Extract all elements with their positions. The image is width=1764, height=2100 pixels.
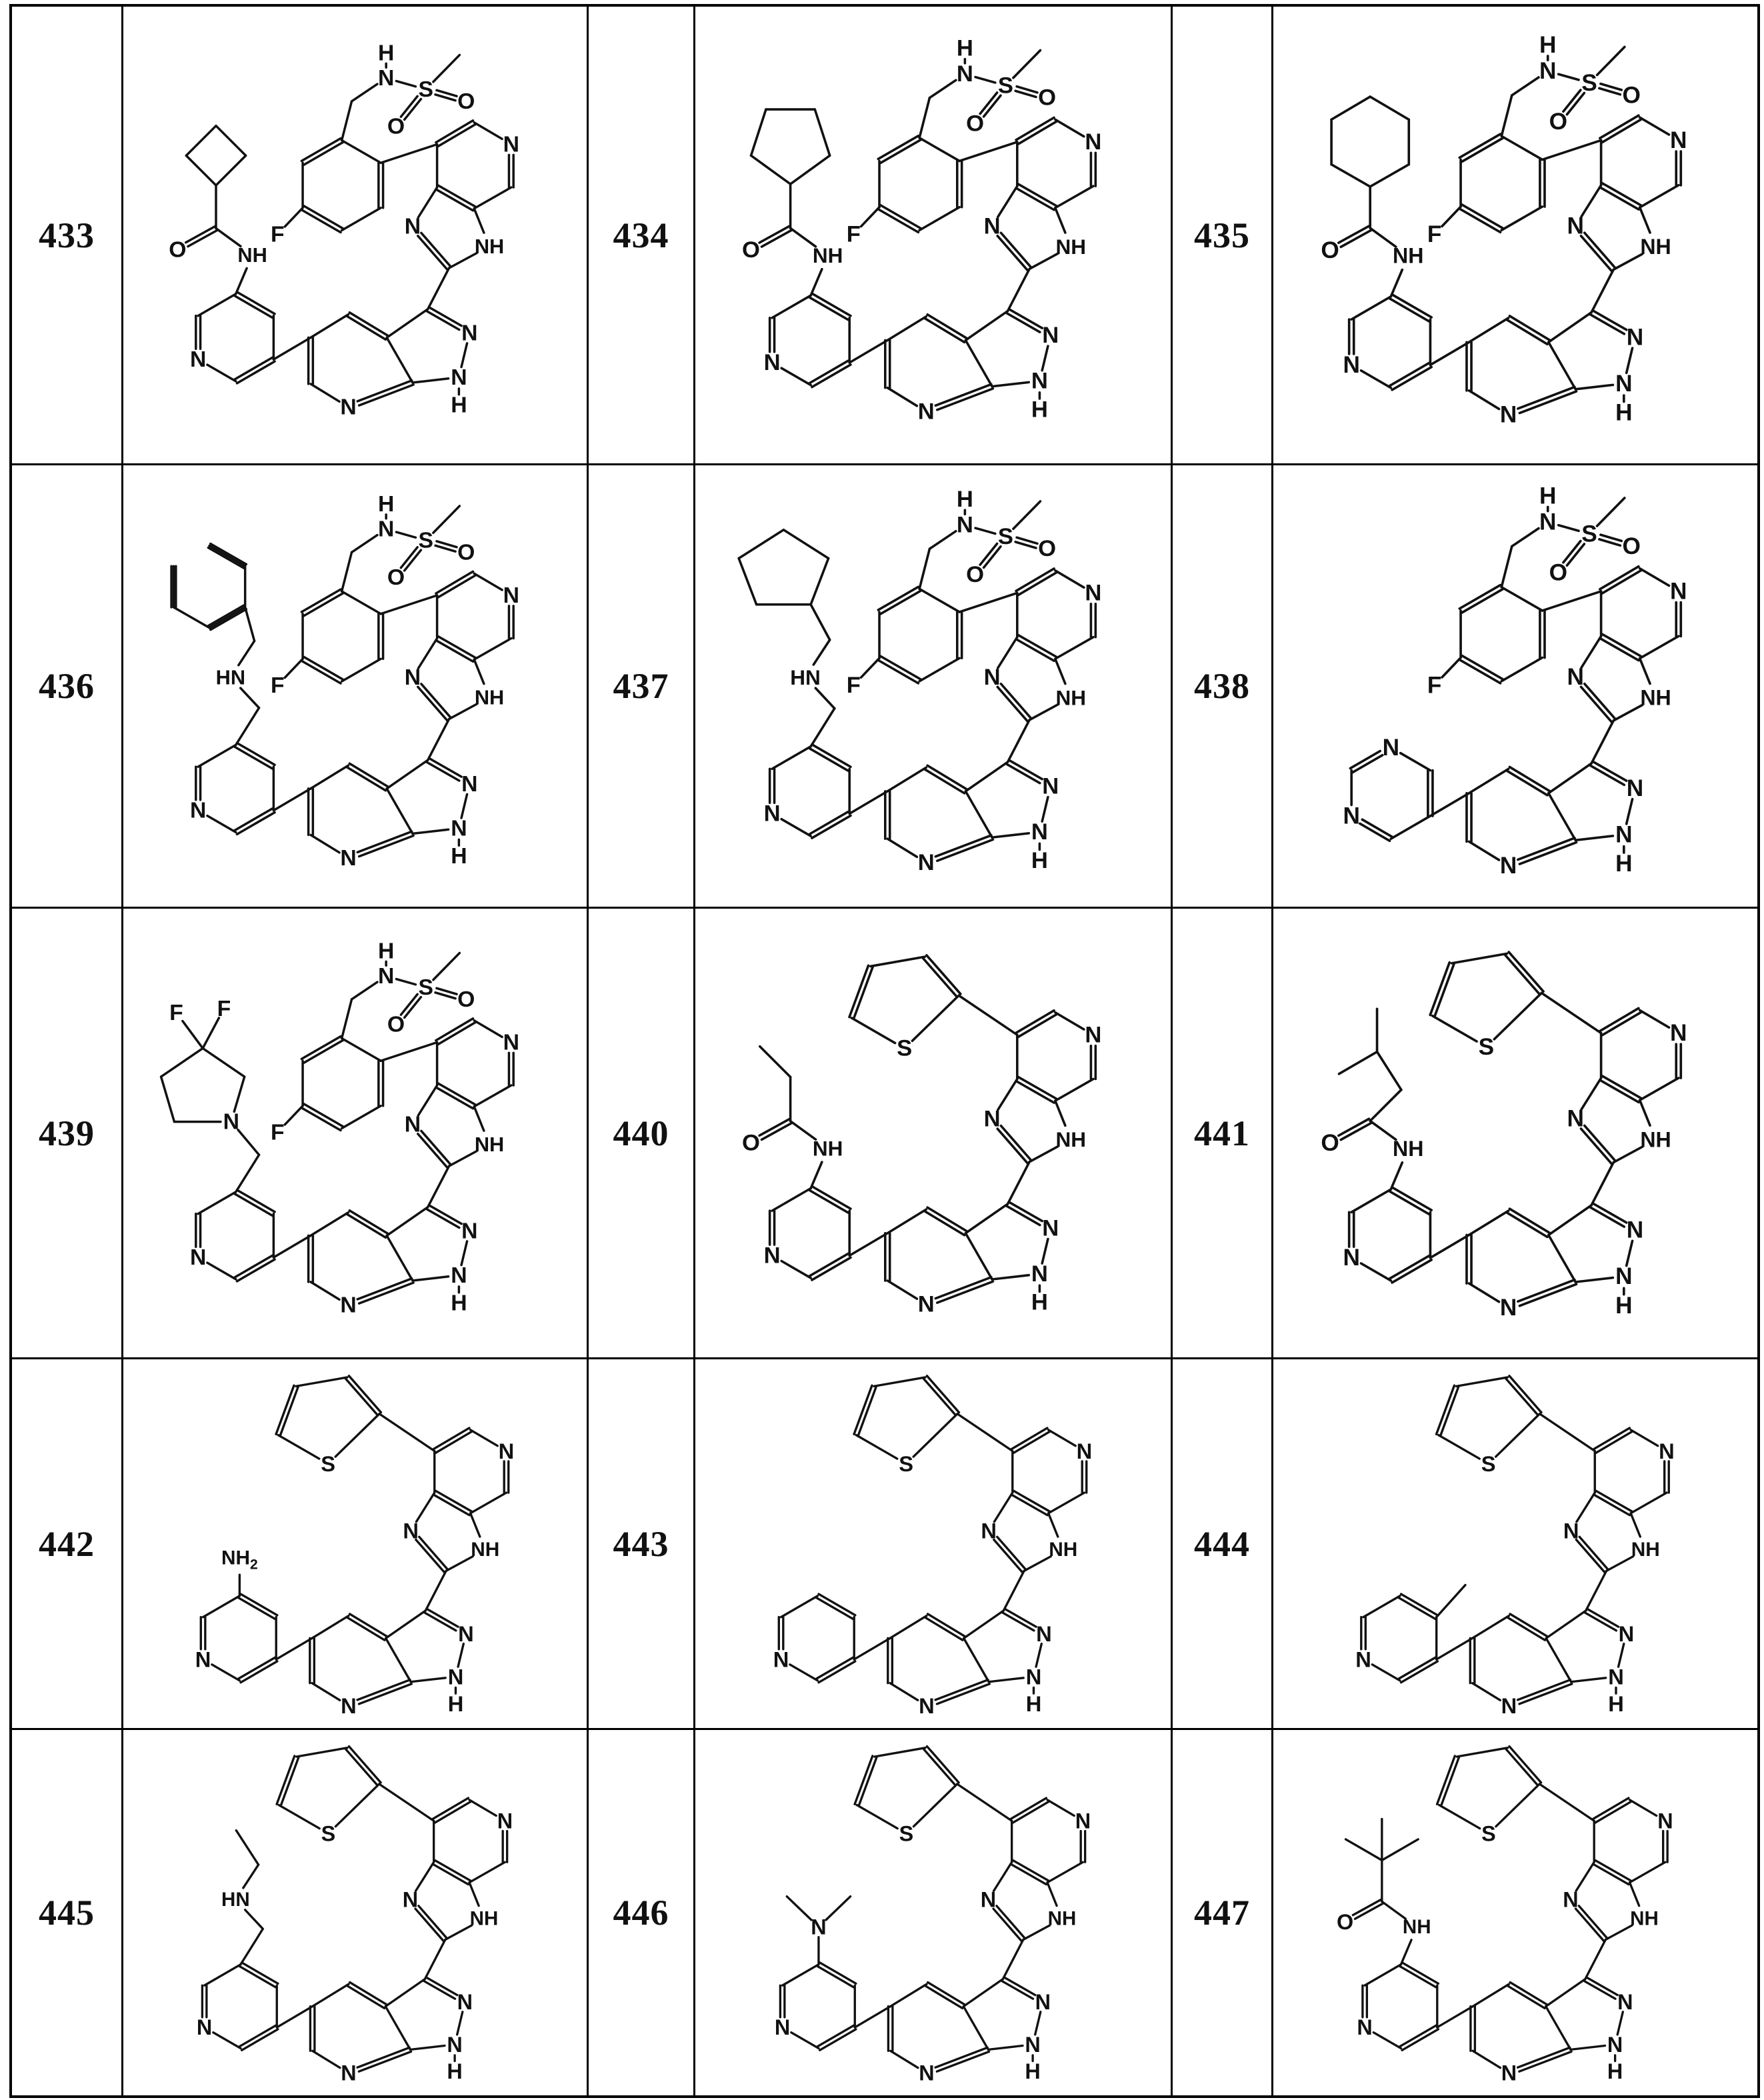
atom-label: N (196, 2015, 213, 2040)
atom-label: S (418, 77, 433, 103)
compound-structure-442 (123, 1359, 589, 1730)
compound-structure-443 (695, 1359, 1173, 1730)
atom-label: H (1031, 847, 1048, 873)
atom-label: S (899, 1451, 914, 1477)
molecule-drawing (1273, 909, 1757, 1357)
atom-label: O (966, 561, 985, 587)
compound-number-435: 435 (1173, 7, 1273, 465)
atom-label: S (1481, 1451, 1496, 1477)
atom-label: N (461, 771, 478, 797)
atom-label: N (377, 516, 395, 542)
atom-label: N (983, 1106, 1001, 1132)
atom-label: NH (1630, 1907, 1659, 1930)
atom-label: H (447, 1691, 464, 1716)
atom-label: O (387, 565, 405, 591)
atom-label: H (447, 2059, 463, 2083)
atom-label: H (956, 486, 973, 512)
atom-label: N (503, 1029, 520, 1055)
atom-label: NH (1055, 685, 1087, 710)
atom-label: N (1035, 1989, 1051, 2014)
atom-label: N (1617, 1989, 1633, 2014)
atom-label: NH (471, 1539, 500, 1561)
atom-label: N (451, 815, 467, 841)
atom-label: N (1539, 58, 1557, 85)
atom-label: N (1499, 853, 1517, 879)
atom-label: N (1357, 2015, 1373, 2040)
atom-label: N (1085, 129, 1102, 155)
atom-label: F (271, 673, 285, 699)
atom-label: NH (474, 234, 505, 258)
atom-label: N (340, 1292, 357, 1318)
atom-label: N (1670, 127, 1687, 153)
atom-label: N (451, 1262, 467, 1288)
atom-label: N (451, 364, 467, 390)
atom-label: O (1321, 237, 1339, 263)
atom-label: NH (1393, 243, 1424, 268)
atom-label: S (897, 1035, 913, 1061)
atom-label: N (190, 347, 207, 373)
compound-structure-433 (123, 7, 589, 465)
atom-label: N (980, 1887, 997, 1912)
atom-label: N (919, 2061, 935, 2085)
molecule-drawing (695, 7, 1171, 463)
atom-label: NH (1049, 1539, 1078, 1561)
atom-label: F (1427, 221, 1442, 247)
atom-label: N (457, 1989, 473, 2014)
molecule-drawing (1273, 1730, 1757, 2095)
atom-label: H (451, 843, 467, 869)
atom-label: F (217, 995, 231, 1021)
atom-label: N (195, 1647, 211, 1672)
atom-label: N (497, 1809, 513, 1833)
atom-label: H (377, 491, 395, 517)
molecule-drawing (123, 465, 587, 907)
atom-label: F (169, 999, 183, 1025)
compound-structure-437 (695, 465, 1173, 909)
atom-label: H (1539, 483, 1557, 509)
atom-label: N (503, 131, 520, 157)
atom-label: H (451, 1290, 467, 1316)
atom-label: N (1608, 1664, 1624, 1689)
compound-structure-445 (123, 1730, 589, 2095)
molecule-drawing (695, 909, 1171, 1357)
atom-label: N (377, 65, 395, 91)
atom-label: N (763, 1243, 781, 1269)
atom-label: N (1539, 509, 1557, 535)
atom-label: N (1567, 213, 1584, 239)
atom-label: NH (474, 685, 505, 709)
atom-label: H (956, 35, 973, 61)
atom-label: NH (1631, 1539, 1660, 1561)
atom-label: N (983, 664, 1001, 690)
atom-label: O (966, 111, 985, 137)
atom-label: H (377, 40, 395, 66)
compound-structure-439 (123, 909, 589, 1359)
atom-label: HN (790, 665, 821, 689)
atom-label: N (190, 797, 207, 823)
atom-label: H (1025, 2059, 1041, 2083)
atom-label: N (1626, 1217, 1644, 1243)
compound-structure-438 (1273, 465, 1757, 909)
atom-label: NH (1055, 1127, 1087, 1152)
atom-label: N (1499, 1294, 1517, 1321)
atom-label: N (956, 61, 973, 87)
atom-label: N (404, 665, 421, 691)
atom-label: H (1615, 1292, 1633, 1319)
atom-label: N (447, 2032, 463, 2057)
atom-label: N (341, 1693, 357, 1718)
atom-label: N (1607, 2032, 1623, 2057)
atom-label: N (190, 1245, 207, 1271)
atom-label: N (774, 2015, 791, 2040)
atom-label: $NH_2$ (221, 1547, 258, 1573)
molecule-drawing (123, 1359, 587, 1728)
atom-label: S (997, 523, 1014, 549)
compound-structure-446 (695, 1730, 1173, 2095)
atom-label: F (846, 672, 861, 698)
atom-label: NH (474, 1132, 505, 1156)
atom-label: H (1615, 851, 1633, 877)
atom-label: N (1085, 1022, 1102, 1048)
atom-label: N (811, 1915, 827, 1939)
molecule-drawing (1273, 465, 1757, 907)
compound-structure-447 (1273, 1730, 1757, 2095)
atom-label: N (1075, 1809, 1091, 1833)
atom-label: N (1031, 819, 1048, 845)
compound-number-441: 441 (1173, 909, 1273, 1359)
atom-label: O (1622, 533, 1641, 559)
atom-label: N (773, 1647, 789, 1672)
atom-label: N (458, 1621, 474, 1647)
atom-label: N (917, 399, 935, 425)
atom-label: N (1343, 803, 1360, 829)
atom-label: N (1563, 1518, 1579, 1543)
atom-label: NH (469, 1907, 499, 1930)
atom-label: N (1670, 1020, 1687, 1047)
atom-label: N (956, 512, 973, 538)
compound-number-436: 436 (12, 465, 123, 909)
compound-number-447: 447 (1173, 1730, 1273, 2095)
atom-label: N (341, 2061, 357, 2085)
atom-label: NH (812, 243, 843, 268)
atom-label: F (271, 221, 285, 247)
atom-label: N (498, 1439, 515, 1464)
atom-label: NH (237, 243, 267, 267)
atom-label: O (1321, 1130, 1339, 1157)
atom-label: NH (1640, 235, 1671, 259)
compound-number-445: 445 (12, 1730, 123, 2095)
atom-label: H (1025, 1691, 1042, 1716)
atom-label: N (404, 213, 421, 239)
atom-label: N (763, 349, 781, 375)
atom-label: O (387, 1011, 405, 1037)
atom-label: N (763, 801, 781, 827)
atom-label: O (1549, 108, 1568, 135)
atom-label: N (340, 845, 357, 871)
molecule-drawing (123, 909, 587, 1357)
atom-label: S (1481, 1821, 1496, 1846)
compound-number-440: 440 (589, 909, 695, 1359)
atom-label: O (457, 986, 475, 1012)
atom-label: S (1478, 1033, 1495, 1060)
atom-label: N (1025, 1664, 1042, 1689)
atom-label: N (1031, 1261, 1048, 1287)
atom-label: N (223, 1109, 240, 1135)
atom-label: O (1038, 536, 1057, 562)
compound-number-439: 439 (12, 909, 123, 1359)
compound-number-442: 442 (12, 1359, 123, 1730)
atom-label: N (1042, 773, 1059, 799)
atom-label: O (1549, 559, 1568, 586)
atom-label: N (377, 963, 395, 989)
atom-label: N (1626, 775, 1644, 801)
atom-label: N (1499, 401, 1517, 428)
atom-label: N (1501, 1693, 1517, 1718)
atom-label: N (981, 1518, 997, 1543)
molecule-drawing (123, 1730, 587, 2095)
atom-label: N (919, 1693, 935, 1718)
compound-structure-441 (1273, 909, 1757, 1359)
atom-label: O (387, 113, 405, 139)
compound-number-443: 443 (589, 1359, 695, 1730)
atom-label: N (1085, 580, 1102, 606)
atom-label: N (917, 849, 935, 875)
atom-label: N (1025, 2032, 1041, 2057)
compound-structure-444 (1273, 1359, 1757, 1730)
atom-label: F (271, 1119, 285, 1145)
atom-label: O (457, 88, 475, 114)
compound-number-446: 446 (589, 1730, 695, 2095)
compound-structure-436 (123, 465, 589, 909)
atom-label: N (1670, 578, 1687, 605)
atom-label: N (503, 582, 520, 608)
atom-label: H (1607, 2059, 1623, 2083)
molecule-drawing (1273, 7, 1757, 463)
atom-label: N (1355, 1647, 1371, 1672)
atom-label: N (1618, 1621, 1635, 1647)
atom-label: S (321, 1821, 336, 1846)
atom-label: N (1615, 370, 1633, 397)
compound-number-433: 433 (12, 7, 123, 465)
atom-label: N (1659, 1439, 1675, 1464)
atom-label: F (1427, 672, 1442, 699)
atom-label: N (404, 1111, 421, 1137)
compound-number-437: 437 (589, 465, 695, 909)
atom-label: S (1581, 521, 1597, 547)
atom-label: H (1608, 1691, 1624, 1716)
compound-number-444: 444 (1173, 1359, 1273, 1730)
atom-label: H (1031, 1289, 1048, 1315)
compound-number-434: 434 (589, 7, 695, 465)
atom-label: N (1382, 734, 1400, 761)
atom-label: N (402, 1887, 419, 1912)
atom-label: N (917, 1291, 935, 1317)
atom-label: N (1615, 821, 1633, 848)
atom-label: O (169, 237, 187, 263)
atom-label: N (1036, 1621, 1052, 1647)
atom-label: NH (1393, 1136, 1424, 1161)
atom-label: N (983, 213, 1001, 239)
atom-label: HN (215, 665, 246, 689)
atom-label: N (447, 1664, 464, 1689)
compound-structure-440 (695, 909, 1173, 1359)
atom-label: NH (1055, 234, 1087, 259)
atom-label: NH (812, 1136, 843, 1161)
molecule-drawing (695, 465, 1171, 907)
atom-label: NH (1640, 685, 1671, 710)
atom-label: O (742, 1130, 760, 1156)
atom-label: NH (1047, 1907, 1077, 1930)
atom-label: F (846, 221, 861, 247)
atom-label: N (1343, 351, 1360, 378)
atom-label: N (340, 394, 357, 420)
atom-label: O (1336, 1909, 1354, 1934)
atom-label: N (1076, 1439, 1093, 1464)
atom-label: H (451, 392, 467, 418)
compound-structure-435 (1273, 7, 1757, 465)
atom-label: NH (1640, 1127, 1671, 1152)
atom-label: N (461, 1218, 478, 1244)
atom-label: N (461, 320, 478, 346)
atom-label: N (403, 1518, 419, 1543)
atom-label: H (1615, 399, 1633, 426)
atom-label: O (1622, 82, 1641, 109)
atom-label: O (457, 539, 475, 565)
atom-label: N (1031, 368, 1048, 394)
atom-label: S (899, 1821, 914, 1846)
structure-table (9, 4, 1760, 2098)
atom-label: N (1657, 1809, 1673, 1833)
atom-label: H (1031, 397, 1048, 423)
atom-label: N (1626, 324, 1644, 351)
atom-label: N (1615, 1263, 1633, 1290)
atom-label: N (1501, 2061, 1517, 2085)
atom-label: S (418, 527, 433, 553)
atom-label: S (1581, 69, 1597, 96)
atom-label: N (1563, 1887, 1579, 1912)
compound-number-438: 438 (1173, 465, 1273, 909)
atom-label: N (1042, 1215, 1059, 1241)
atom-label: S (418, 975, 433, 1001)
atom-label: O (742, 237, 760, 263)
molecule-drawing (1273, 1359, 1757, 1728)
atom-label: N (1343, 1245, 1360, 1271)
atom-label: S (321, 1451, 336, 1477)
molecule-drawing (123, 7, 587, 463)
molecule-drawing (695, 1730, 1171, 2095)
atom-label: H (1539, 31, 1557, 58)
atom-label: H (377, 938, 395, 964)
atom-label: N (1042, 323, 1059, 349)
atom-label: N (1567, 1105, 1584, 1132)
atom-label: HN (221, 1888, 250, 1911)
atom-label: S (997, 73, 1014, 99)
atom-label: O (1038, 85, 1057, 111)
atom-label: N (1567, 664, 1584, 691)
molecule-drawing (695, 1359, 1171, 1728)
atom-label: NH (1402, 1915, 1431, 1938)
compound-structure-434 (695, 7, 1173, 465)
